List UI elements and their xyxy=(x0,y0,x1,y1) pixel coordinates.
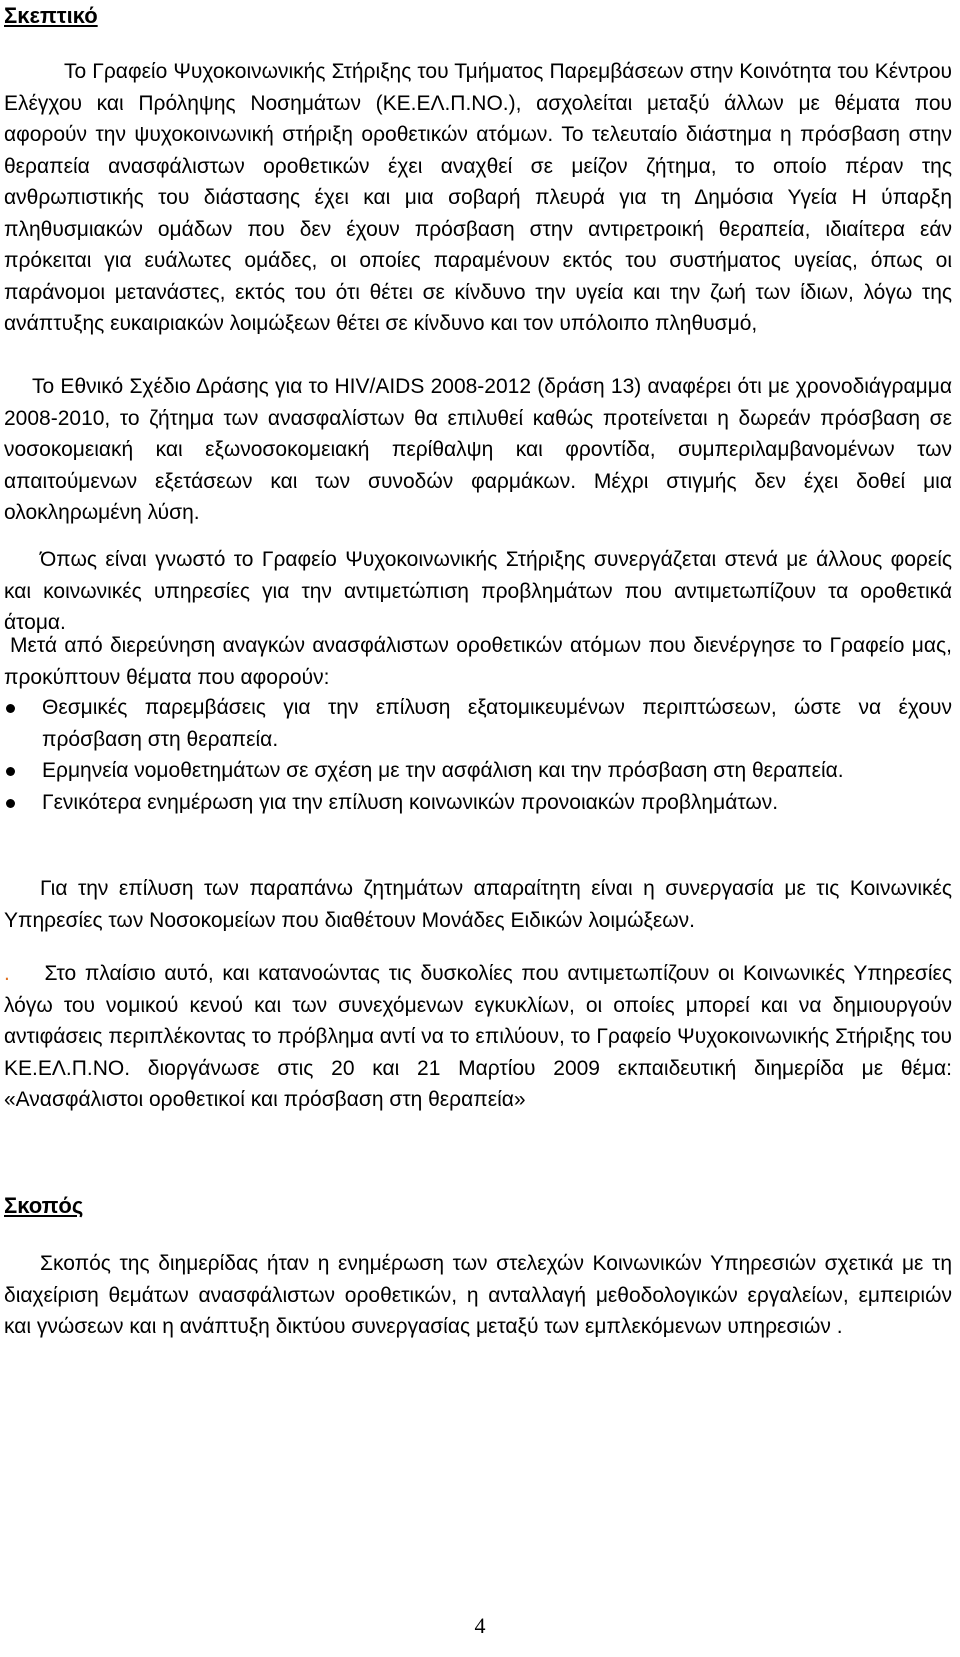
page-number: 4 xyxy=(474,1613,486,1638)
paragraph-national-plan: Το Εθνικό Σχέδιο Δράσης για το HIV/AIDS 2008-2012 (δράση 13) αναφέρει ότι με χρονοδιάγραμμα 2008-2010, το ζήτημα των ανασφαλίστων θα επιλυθεί καθώς προτείνεται η δωρεάν πρόσβαση σε νοσοκομειακή και εξωνοσοκομειακή περίθαλψη και φροντίδα, συμπεριλαμβανομένων των απαιτούμενων εξετάσεων και των συνοδών φαρμάκων. Μέχρι στιγμής δεν έχει δοθεί μια ολοκληρωμένη λύση. xyxy=(4,375,952,524)
list-item xyxy=(4,755,952,787)
paragraph-cooperation: Για την επίλυση των παραπάνω ζητημάτων απαραίτητη είναι η συνεργασία με τις Κοινωνικές Υπηρεσίες των Νοσοκομείων που διαθέτουν Μονάδες Ειδικών λοιμώξεων. xyxy=(4,877,952,932)
paragraph-seminar xyxy=(4,958,952,1116)
stray-mark: . xyxy=(4,962,10,985)
list-item-text: Γενικότερα ενημέρωση για την επίλυση κοινωνικών προνοιακών προβλημάτων. xyxy=(42,790,779,814)
paragraph-seminar-text: Στο πλαίσιο αυτό, και κατανοώντας τις δυσκολίες που αντιμετωπίζουν οι Κοινωνικές Υπηρεσίες λόγω του νομικού κενού και των συνεχόμενων εγκυκλίων, οι οποίες μπορεί και να δημιουργούν αντιφάσεις περιπλέκοντας το πρόβλημα αντί να το επιλύουν, το Γραφείο Ψυχοκοινωνικής Στήριξης του ΚΕ.ΕΛ.Π.ΝΟ. διοργάνωσε στις 20 και 21 Μαρτίου 2009 εκπαιδευτική διημερίδα με θέμα: «Ανασφάλιστοι οροθετικοί και πρόσβαση στη θεραπεία» xyxy=(4,962,952,1111)
bullet-icon xyxy=(6,704,15,713)
section-heading-purpose: Σκοπός xyxy=(4,1193,84,1218)
list-item-text: Θεσμικές παρεμβάσεις για την επίλυση εξατομικευμένων περιπτώσεων, ώστε να έχουν πρόσβαση στη θεραπεία. xyxy=(42,696,952,751)
paragraph-needs-assessment: Μετά από διερεύνηση αναγκών ανασφάλιστων οροθετικών ατόμων που διενέργησε το Γραφείο μας, προκύπτουν θέματα που αφορούν: xyxy=(4,634,952,689)
issues-list xyxy=(4,692,952,818)
bullet-icon xyxy=(6,767,15,776)
section-heading-rationale: Σκεπτικό xyxy=(4,3,98,28)
paragraph-intro: Το Γραφείο Ψυχοκοινωνικής Στήριξης του Τμήματος Παρεμβάσεων στην Κοινότητα του Κέντρου Ελέγχου και Πρόληψης Νοσημάτων (ΚΕ.ΕΛ.Π.ΝΟ.), ασχολείται μεταξύ άλλων με θέματα που αφορούν την ψυχοκοινωνική στήριξη οροθετικών ατόμων. Το τελευταίο διάστημα η πρόσβαση στην θεραπεία ανασφάλιστων οροθετικών έχει αναχθεί σε μείζον ζήτημα, το οποίο πέραν της ανθρωπιστικής του διάστασης έχει και μια σοβαρή πλευρά για τη Δημόσια Υγεία Η ύπαρξη πληθυσμιακών ομάδων που δεν έχουν πρόσβαση στην αντιρετροική θεραπεία, ιδιαίτερα εάν πρόκειται για ευάλωτες ομάδες, οι οποίες παραμένουν εκτός του συστήματος υγείας, όπως οι παράνομοι μετανάστες, εκτός του ότι θέτει σε κίνδυνο την υγεία και την ζωή των ίδιων, λόγω της ανάπτυξης ευκαιριακών λοιμώξεων θέτει σε κίνδυνο και τον υπόλοιπο πληθυσμό, xyxy=(4,60,952,335)
paragraph-collaboration: Όπως είναι γνωστό το Γραφείο Ψυχοκοινωνικής Στήριξης συνεργάζεται στενά με άλλους φορείς και κοινωνικές υπηρεσίες για την αντιμετώπιση προβλημάτων που αντιμετωπίζουν τα οροθετικά άτομα. xyxy=(4,548,952,634)
list-item xyxy=(4,787,952,819)
list-item-text: Ερμηνεία νομοθετημάτων σε σχέση με την ασφάλιση και την πρόσβαση στη θεραπεία. xyxy=(42,759,844,782)
list-item xyxy=(4,692,952,755)
paragraph-purpose: Σκοπός της διημερίδας ήταν η ενημέρωση των στελεχών Κοινωνικών Υπηρεσιών σχετικά με τη διαχείριση θεμάτων ανασφάλιστων οροθετικών, η ανταλλαγή μεθοδολογικών εργαλείων, εμπειριών και γνώσεων και η ανάπτυξη δικτύου συνεργασίας μεταξύ των εμπλεκόμενων υπηρεσιών . xyxy=(4,1252,952,1338)
bullet-icon xyxy=(6,799,15,808)
